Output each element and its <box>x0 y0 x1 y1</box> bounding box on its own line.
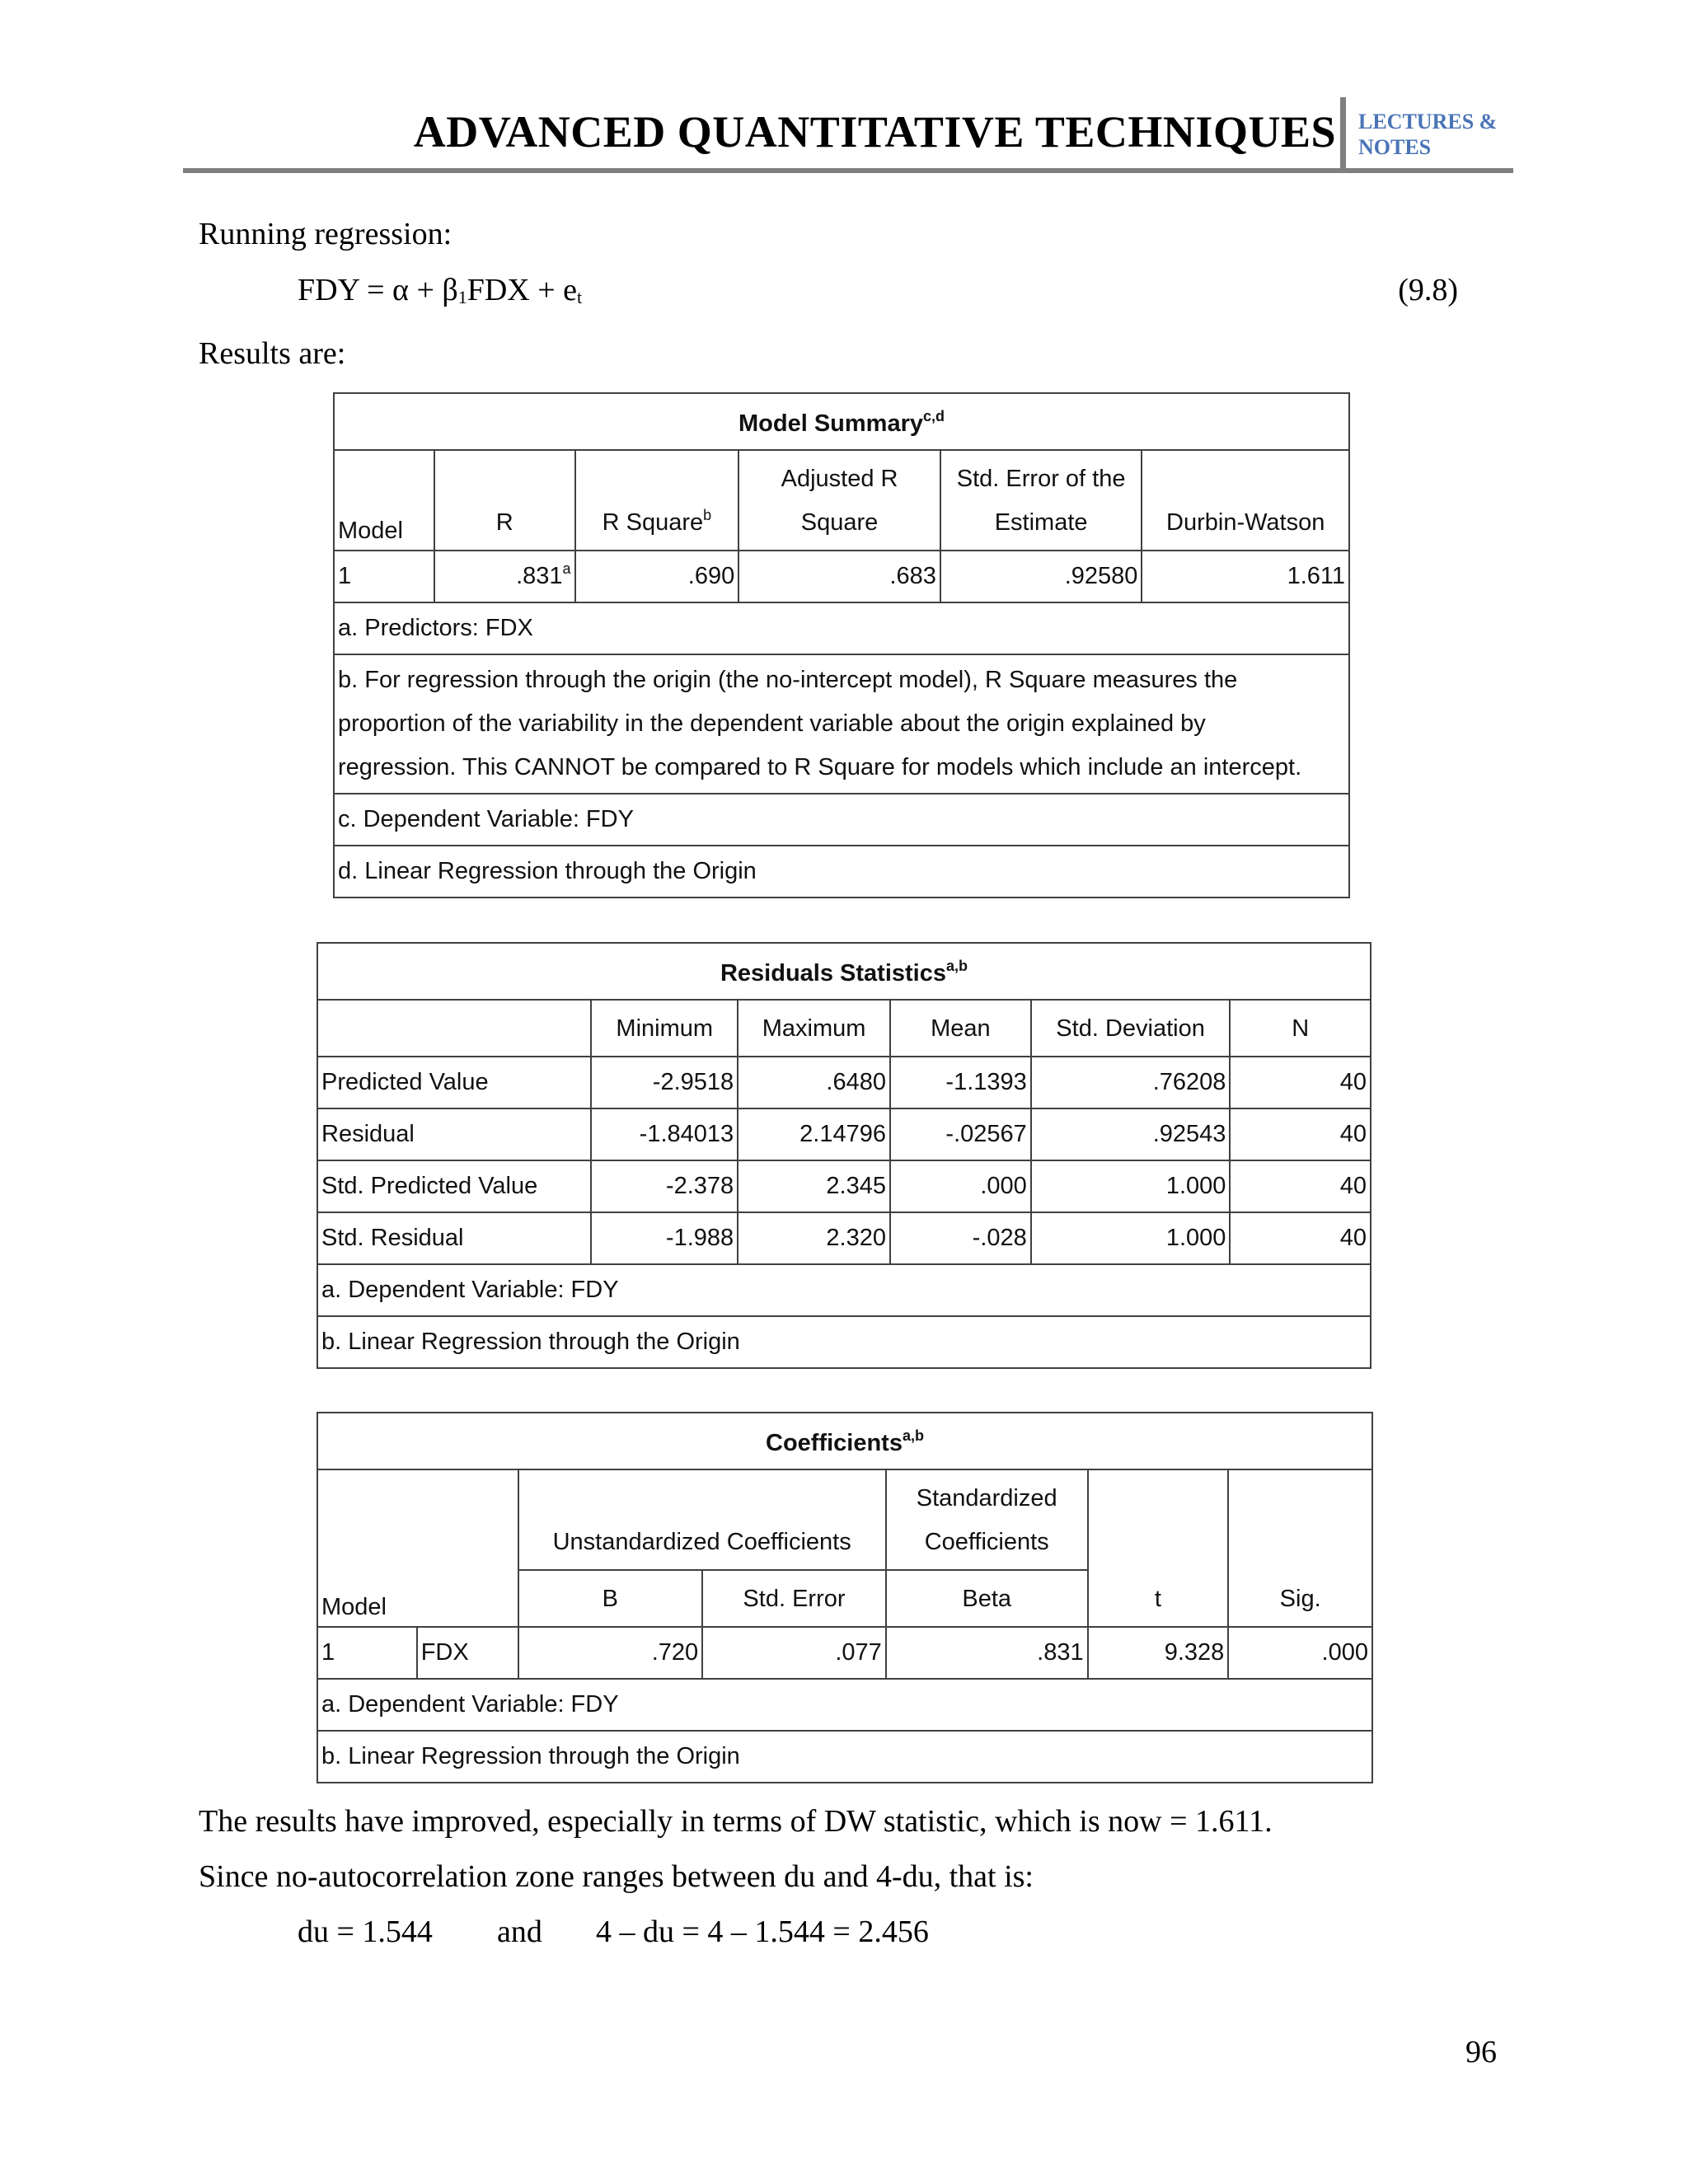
cell-std-deviation: .76208 <box>1031 1057 1231 1108</box>
header-std-error: Std. Error <box>702 1570 886 1627</box>
footnote-a: a. Dependent Variable: FDY <box>317 1264 1371 1316</box>
cell-beta: .831 <box>886 1627 1088 1679</box>
header-r-square: R Square$^b$ <box>575 450 739 551</box>
header-unstandardized-coefficients: Unstandardized Coefficients <box>518 1469 886 1570</box>
four-minus-du-value: 4 – du = 4 – 1.544 = 2.456 <box>596 1915 929 1949</box>
cell-model: 1 <box>334 551 434 602</box>
cell-durbin-watson: 1.611 <box>1142 551 1349 602</box>
footnote-a: a. Predictors: FDX <box>334 602 1349 654</box>
header-title: ADVANCED QUANTITATIVE TECHNIQUES <box>413 107 1336 157</box>
row-label: Std. Residual <box>317 1212 591 1264</box>
header-blank <box>317 1000 591 1057</box>
cell-model: 1 <box>317 1627 417 1679</box>
cell-n: 40 <box>1230 1160 1371 1212</box>
conclusion-line-1: The results have improved, especially in terms of DW statistic, which is now = 1.611. <box>199 1804 1273 1839</box>
cell-minimum: -2.9518 <box>591 1057 738 1108</box>
cell-maximum: .6480 <box>738 1057 890 1108</box>
table-row <box>317 1627 1372 1679</box>
header-std-deviation: Std. Deviation <box>1031 1000 1231 1057</box>
header-rule <box>183 168 1513 173</box>
header-subtitle-line1: LECTURES & <box>1358 110 1498 134</box>
footnote-b: b. Linear Regression through the Origin <box>317 1316 1371 1368</box>
cell-mean: -.02567 <box>890 1108 1031 1160</box>
row-label: Predicted Value <box>317 1057 591 1108</box>
cell-variable: FDX <box>417 1627 518 1679</box>
footnote-c: c. Dependent Variable: FDY <box>334 794 1349 846</box>
header-model: Model <box>334 450 434 551</box>
equation-part-2: FDX + e <box>467 273 578 307</box>
header-t: t <box>1088 1469 1229 1627</box>
equation-part-1: FDY = α + β <box>298 273 458 307</box>
footnote-a: a. Dependent Variable: FDY <box>317 1679 1372 1731</box>
page-number: 96 <box>1465 2035 1497 2069</box>
cell-sig: .000 <box>1228 1627 1372 1679</box>
residuals-statistics-title: Residuals Statistics$^{a,b}$ <box>317 943 1371 1000</box>
cell-maximum: 2.14796 <box>738 1108 890 1160</box>
header-b: B <box>518 1570 703 1627</box>
cell-mean: -1.1393 <box>890 1057 1031 1108</box>
header-maximum: Maximum <box>738 1000 890 1057</box>
cell-std-deviation: 1.000 <box>1031 1212 1231 1264</box>
footnote-d: d. Linear Regression through the Origin <box>334 846 1349 898</box>
header-subtitle <box>1358 109 1497 160</box>
equation-subscript-1: 1 <box>457 287 467 307</box>
cell-n: 40 <box>1230 1057 1371 1108</box>
model-summary-title: Model Summary$^{c,d}$ <box>334 393 1349 450</box>
model-summary-table <box>333 392 1350 898</box>
header-std-error-estimate: Std. Error of the Estimate <box>940 450 1142 551</box>
cell-n: 40 <box>1230 1212 1371 1264</box>
cell-minimum: -1.988 <box>591 1212 738 1264</box>
cell-maximum: 2.320 <box>738 1212 890 1264</box>
conclusion-line-2: Since no-autocorrelation zone ranges between du and 4-du, that is: <box>199 1859 1034 1894</box>
coefficients-table <box>316 1412 1373 1783</box>
cell-r-square: .690 <box>575 551 739 602</box>
header-sig: Sig. <box>1228 1469 1372 1627</box>
row-label: Residual <box>317 1108 591 1160</box>
page-header <box>183 97 1513 173</box>
regression-equation <box>298 272 582 308</box>
du-value: du = 1.544 <box>298 1915 433 1949</box>
cell-std-deviation: 1.000 <box>1031 1160 1231 1212</box>
header-divider <box>1340 97 1346 173</box>
header-mean: Mean <box>890 1000 1031 1057</box>
table-row <box>334 551 1349 602</box>
header-adjusted-r-square: Adjusted R Square <box>738 450 940 551</box>
header-subtitle-line2: NOTES <box>1358 135 1432 159</box>
cell-std-error: .077 <box>702 1627 886 1679</box>
table-row <box>317 1160 1371 1212</box>
footnote-b: b. Linear Regression through the Origin <box>317 1731 1372 1783</box>
table-row <box>317 1108 1371 1160</box>
equation-number: (9.8) <box>1398 273 1458 307</box>
cell-r: .831$^a$ <box>434 551 575 602</box>
table-row <box>317 1212 1371 1264</box>
cell-adjusted-r-square: .683 <box>738 551 940 602</box>
header-r: R <box>434 450 575 551</box>
and-text: and <box>497 1915 542 1949</box>
cell-mean: -.028 <box>890 1212 1031 1264</box>
cell-t: 9.328 <box>1088 1627 1229 1679</box>
header-n: N <box>1230 1000 1371 1057</box>
cell-b: .720 <box>518 1627 703 1679</box>
results-are-text: Results are: <box>199 336 346 371</box>
table-row <box>317 1057 1371 1108</box>
equation-subscript-t: t <box>577 287 583 307</box>
cell-minimum: -2.378 <box>591 1160 738 1212</box>
header-standardized-coefficients: Standardized Coefficients <box>886 1469 1088 1570</box>
cell-mean: .000 <box>890 1160 1031 1212</box>
cell-maximum: 2.345 <box>738 1160 890 1212</box>
cell-n: 40 <box>1230 1108 1371 1160</box>
header-minimum: Minimum <box>591 1000 738 1057</box>
footnote-b: b. For regression through the origin (the no-intercept model), R Square measures the proportion of the variability in the dependent variable about the origin explained by regression. This CANNOT be compared to R Square for models which include an intercept. <box>334 654 1349 794</box>
cell-minimum: -1.84013 <box>591 1108 738 1160</box>
cell-std-deviation: .92543 <box>1031 1108 1231 1160</box>
header-durbin-watson: Durbin-Watson <box>1142 450 1349 551</box>
header-beta: Beta <box>886 1570 1088 1627</box>
coefficients-title: Coefficients$^{a,b}$ <box>317 1413 1372 1469</box>
cell-std-error: .92580 <box>940 551 1142 602</box>
running-regression-text: Running regression: <box>199 217 452 251</box>
header-model: Model <box>317 1469 518 1627</box>
residuals-statistics-table <box>316 942 1372 1369</box>
row-label: Std. Predicted Value <box>317 1160 591 1212</box>
